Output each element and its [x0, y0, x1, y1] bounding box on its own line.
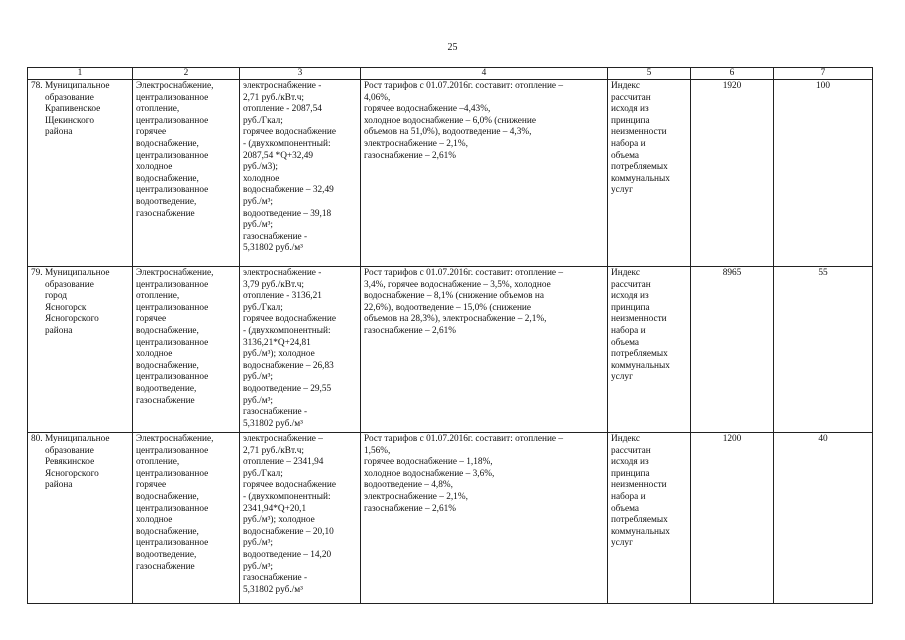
- municipality-name: Муниципальное образование Ревякинское Ясногорского района: [44, 434, 110, 491]
- table-row: [28, 267, 873, 433]
- row-number: 80.: [31, 434, 43, 444]
- municipality-cell: [28, 80, 133, 267]
- municipality-cell: [28, 267, 133, 433]
- municipality-name: Муниципальное образование город Ясногорск Ясногорского района: [44, 268, 110, 336]
- header-col-7: 7: [774, 68, 873, 80]
- col6-cell: 1200: [691, 433, 774, 604]
- header-col-5: 5: [608, 68, 691, 80]
- services-cell: Электроснабжение, централизованное отопление, централизованное горячее водоснабжение, централизованное холодное водоснабжение, централизованное водоотведение, газоснабжение: [133, 267, 240, 433]
- services-cell: Электроснабжение, централизованное отопление, централизованное горячее водоснабжение, централизованное холодное водоснабжение, централизованное водоотведение, газоснабжение: [133, 433, 240, 604]
- growth-cell: Рост тарифов с 01.07.2016г. составит: отопление – 1,56%, горячее водоснабжение – 1,18%, холодное водоснабжение – 3,6%, водоотведение – 4,8%, электроснабжение – 2,1%, газоснабжение – 2,61%: [361, 433, 608, 604]
- col7-cell: 55: [774, 267, 873, 433]
- tariff-table: [27, 67, 873, 604]
- header-col-3: 3: [240, 68, 361, 80]
- col7-cell: 100: [774, 80, 873, 267]
- growth-cell: Рост тарифов с 01.07.2016г. составит: отопление – 4,06%, горячее водоснабжение –4,43%, холодное водоснабжение – 6,0% (снижение объемов на 51,0%), водоотведение – 4,3%, электроснабжение – 2,1%, газоснабжение – 2,61%: [361, 80, 608, 267]
- tariffs-cell: электроснабжение – 2,71 руб./кВт.ч; отопление – 2341,94 руб./Гкал; горячее водоснабжение - (двухкомпонентный: 2341,94*Q+20,1 руб./м³); холодное водоснабжение – 20,10 руб./м³; водоотведение – 14,20 руб./м³; газоснабжение - 5,31802 руб./м³: [240, 433, 361, 604]
- header-col-6: 6: [691, 68, 774, 80]
- header-col-2: 2: [133, 68, 240, 80]
- tariffs-cell: электроснабжение - 3,79 руб./кВт.ч; отопление - 3136,21 руб./Гкал; горячее водоснабжение - (двухкомпонентный: 3136,21*Q+24,81 руб./м³); холодное водоснабжение – 26,83 руб./м³; водоотведение – 29,55 руб./м³; газоснабжение - 5,31802 руб./м³: [240, 267, 361, 433]
- municipality-name: Муниципальное образование Крапивенское Щекинского района: [44, 81, 110, 138]
- growth-cell: Рост тарифов с 01.07.2016г. составит: отопление – 3,4%, горячее водоснабжение – 3,5%, холодное водоснабжение – 8,1% (снижение объемов на 22,6%), водоотведение – 15,0% (снижение объемов на 28,3%), электроснабжение – 2,1%, газоснабжение – 2,61%: [361, 267, 608, 433]
- index-note-cell: Индекс рассчитан исходя из принципа неизменности набора и объема потребляемых коммунальных услуг: [608, 80, 691, 267]
- municipality-cell: [28, 433, 133, 604]
- col7-cell: 40: [774, 433, 873, 604]
- services-cell: Электроснабжение, централизованное отопление, централизованное горячее водоснабжение, централизованное холодное водоснабжение, централизованное водоотведение, газоснабжение: [133, 80, 240, 267]
- index-note-cell: Индекс рассчитан исходя из принципа неизменности набора и объема потребляемых коммунальных услуг: [608, 267, 691, 433]
- row-number: 78.: [31, 81, 43, 91]
- header-col-4: 4: [361, 68, 608, 80]
- col6-cell: 8965: [691, 267, 774, 433]
- index-note-cell: Индекс рассчитан исходя из принципа неизменности набора и объема потребляемых коммунальных услуг: [608, 433, 691, 604]
- header-col-1: 1: [28, 68, 133, 80]
- tariffs-cell: электроснабжение - 2,71 руб./кВт.ч; отопление - 2087,54 руб./Гкал; горячее водоснабжение - (двухкомпонентный: 2087,54 *Q+32,49 руб./м3); холодное водоснабжение – 32,49 руб./м³; водоотведение – 39,18 руб./м³; газоснабжение - 5,31802 руб./м³: [240, 80, 361, 267]
- table-row: [28, 80, 873, 267]
- table-row: [28, 433, 873, 604]
- col6-cell: 1920: [691, 80, 774, 267]
- header-row: [28, 68, 873, 80]
- row-number: 79.: [31, 268, 43, 278]
- page-number: 25: [447, 42, 458, 53]
